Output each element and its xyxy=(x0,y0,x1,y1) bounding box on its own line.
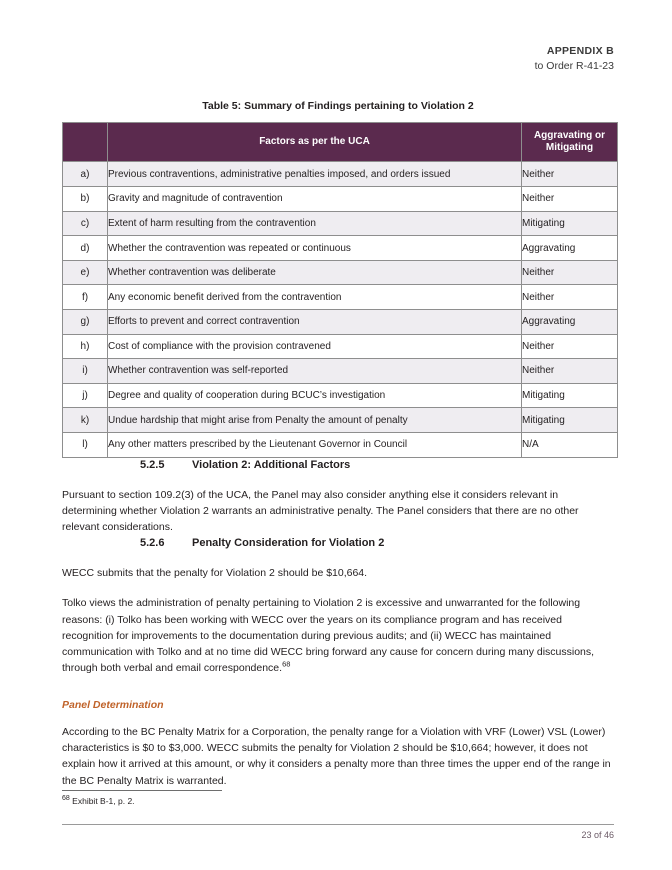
table-caption: Table 5: Summary of Findings pertaining to Violation 2 xyxy=(202,100,474,113)
table-row xyxy=(63,408,618,433)
footnote-area xyxy=(62,790,614,808)
page-content xyxy=(62,44,614,789)
row-letter: c) xyxy=(63,211,108,236)
table-header-row xyxy=(63,123,618,162)
paragraph-526-1: WECC submits that the penalty for Violation 2 should be $10,664. xyxy=(62,567,368,580)
row-result: Neither xyxy=(522,334,618,359)
footnote-divider xyxy=(62,790,222,791)
table-row xyxy=(63,162,618,187)
section-heading-525 xyxy=(62,458,614,473)
table-body xyxy=(63,162,618,457)
panel-determination-label: Panel Determination xyxy=(62,698,164,711)
section-heading-526 xyxy=(62,536,614,551)
footer-divider xyxy=(62,824,614,825)
paragraph-526-2-text: Tolko views the administration of penalty pertaining to Violation 2 is excessive and unwarranted for the following reasons: (i) Tolko has been working with WECC over the years on its compliance program and has received recognition for improvements to the documentation during previous audits; and (ii) WECC has maintained communication with Tolko and at no time did WECC bring forward any cause for concern during many discussions, through both verbal and email correspondence. xyxy=(62,597,595,675)
row-factor: Previous contraventions, administrative penalties imposed, and orders issued xyxy=(108,162,522,187)
row-result: Mitigating xyxy=(522,408,618,433)
row-letter: d) xyxy=(63,236,108,261)
row-letter: i) xyxy=(63,359,108,384)
row-letter: j) xyxy=(63,383,108,408)
row-result: Neither xyxy=(522,359,618,384)
page-footer xyxy=(62,824,614,840)
document-header xyxy=(62,44,614,74)
table-row xyxy=(63,236,618,261)
table-row xyxy=(63,359,618,384)
row-result: Neither xyxy=(522,162,618,187)
row-factor: Gravity and magnitude of contravention xyxy=(108,187,522,212)
footnote-marker-68: 68 xyxy=(282,659,291,669)
row-factor: Cost of compliance with the provision contravened xyxy=(108,334,522,359)
table-row xyxy=(63,383,618,408)
table-row xyxy=(63,310,618,335)
row-letter: b) xyxy=(63,187,108,212)
table-head xyxy=(63,123,618,162)
order-reference: to Order R-41-23 xyxy=(534,60,614,73)
row-factor: Degree and quality of cooperation during BCUC’s investigation xyxy=(108,383,522,408)
section-number: 5.2.5 xyxy=(140,458,165,471)
column-header-index xyxy=(63,123,108,162)
row-letter: g) xyxy=(63,310,108,335)
row-letter: h) xyxy=(63,334,108,359)
row-factor: Any other matters prescribed by the Lieutenant Governor in Council xyxy=(108,432,522,457)
table-row xyxy=(63,187,618,212)
row-factor: Whether the contravention was repeated or continuous xyxy=(108,236,522,261)
paragraph-525-1: Pursuant to section 109.2(3) of the UCA, the Panel may also consider anything else it considers relevant in determining whether Violation 2 warrants an administrative penalty. The Panel considers that there are no other relevant considerations. xyxy=(62,488,579,534)
footnote-entry xyxy=(62,796,614,808)
column-header-factors: Factors as per the UCA xyxy=(108,123,522,162)
row-factor: Efforts to prevent and correct contravention xyxy=(108,310,522,335)
appendix-label: APPENDIX B xyxy=(546,45,614,57)
row-result: Aggravating xyxy=(522,236,618,261)
findings-table xyxy=(62,122,618,457)
row-result: Mitigating xyxy=(522,383,618,408)
row-factor: Whether contravention was deliberate xyxy=(108,260,522,285)
panel-determination-text: According to the BC Penalty Matrix for a Corporation, the penalty range for a Violation with VRF (Lower) VSL (Lower) characteristics is $0 to $3,000. WECC submits the penalty for Violation 2 should be $10,664; however, it does not explain how it arrived at this amount, or why it considers a penalty more than three times the upper end of the range in the BC Penalty Matrix is warranted. xyxy=(62,725,611,787)
footnote-text: Exhibit B-1, p. 2. xyxy=(72,796,135,806)
table-row xyxy=(63,211,618,236)
row-result: Aggravating xyxy=(522,310,618,335)
table-row xyxy=(63,334,618,359)
row-letter: f) xyxy=(63,285,108,310)
row-result: Neither xyxy=(522,285,618,310)
table-row xyxy=(63,260,618,285)
section-title: Violation 2: Additional Factors xyxy=(192,458,351,471)
table-row xyxy=(63,285,618,310)
column-header-result: Aggravating or Mitigating xyxy=(522,123,618,162)
row-factor: Whether contravention was self-reported xyxy=(108,359,522,384)
row-result: Mitigating xyxy=(522,211,618,236)
row-letter: a) xyxy=(63,162,108,187)
row-result: Neither xyxy=(522,187,618,212)
row-letter: k) xyxy=(63,408,108,433)
section-number: 5.2.6 xyxy=(140,536,165,549)
row-letter: e) xyxy=(63,260,108,285)
row-factor: Undue hardship that might arise from Penalty the amount of penalty xyxy=(108,408,522,433)
row-factor: Extent of harm resulting from the contravention xyxy=(108,211,522,236)
row-result: N/A xyxy=(522,432,618,457)
footnote-number: 68 xyxy=(62,795,70,803)
table-row xyxy=(63,432,618,457)
section-title: Penalty Consideration for Violation 2 xyxy=(192,536,385,549)
page-number: 23 of 46 xyxy=(581,830,614,840)
row-letter: l) xyxy=(63,432,108,457)
row-result: Neither xyxy=(522,260,618,285)
paragraph-526-2 xyxy=(62,595,614,676)
row-factor: Any economic benefit derived from the contravention xyxy=(108,285,522,310)
